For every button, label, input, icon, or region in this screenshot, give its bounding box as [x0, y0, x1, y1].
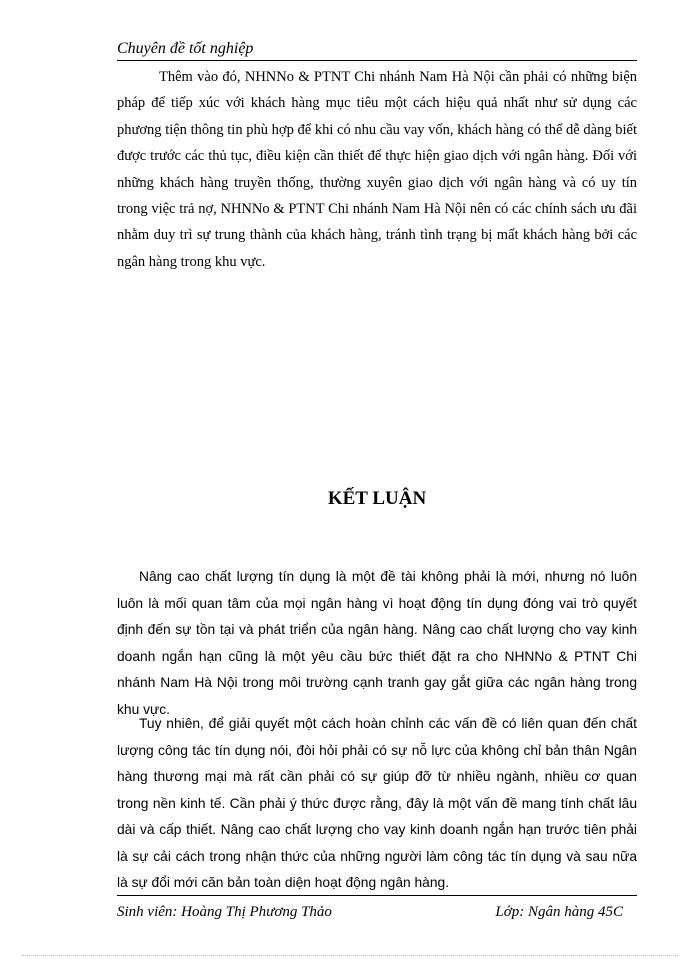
header-text: Chuyên đề tốt nghiệp	[117, 40, 254, 57]
page-bottom-divider	[22, 955, 678, 956]
paragraph-conclusion-2: Tuy nhiên, để giải quyết một cách hoàn chỉnh các vấn đề có liên quan đến chất lượng công tác tín dụng nói, đòi hỏi phải có sự nỗ lực của không chỉ bản thân Ngân hàng thương mại mà rất cần phải có sự giúp đỡ từ nhiều ngành, nhiều cơ quan trong nền kinh tế. Cần phải ý thức được rằng, đây là một vấn đề mang tính chất lâu dài và cấp thiết. Nâng cao chất lượng cho vay kinh doanh ngắn hạn trước tiên phải là sự cải cách trong nhận thức của những người làm công tác tín dụng và sau nữa là sự đổi mới căn bản toàn diện hoạt động ngân hàng.	[117, 716, 637, 890]
footer-student: Sinh viên: Hoàng Thị Phương Thảo	[117, 904, 332, 920]
page-footer	[117, 895, 637, 921]
page-header	[117, 40, 637, 61]
paragraph-intro: Thêm vào đó, NHNNo & PTNT Chi nhánh Nam Hà Nội cần phải có những biện pháp để tiếp xúc với khách hàng mục tiêu một cách hiệu quả nhất như sử dụng các phương tiện thông tin phù hợp để khi có nhu cầu vay vốn, khách hàng có thể dễ dàng biết được trước các thủ tục, điều kiện cần thiết để thực hiện giao dịch với ngân hàng. Đối với những khách hàng truyền thống, thường xuyên giao dịch với ngân hàng và có uy tín trong việc trả nợ, NHNNo & PTNT Chi nhánh Nam Hà Nội nên có các chính sách ưu đãi nhằm duy trì sự trung thành của khách hàng, tránh tình trạng bị mất khách hàng bởi các ngân hàng trong khu vực.	[117, 69, 637, 270]
section-title: KẾT LUẬN	[327, 488, 427, 509]
footer-class: Lớp: Ngân hàng 45C	[495, 904, 623, 920]
paragraph-conclusion-1: Nâng cao chất lượng tín dụng là một đề tài không phải là mới, nhưng nó luôn luôn là mối quan tâm của mọi ngân hàng vì hoạt động tín dụng đóng vai trò quyết định đến sự tồn tại và phát triển của ngân hàng. Nâng cao chất lượng cho vay kinh doanh ngắn hạn cũng là một yêu cầu bức thiết đặt ra cho NHNNo & PTNT Chi nhánh Nam Hà Nội trong môi trường cạnh tranh gay gắt giữa các ngân hàng trong khu vực.	[117, 569, 637, 717]
